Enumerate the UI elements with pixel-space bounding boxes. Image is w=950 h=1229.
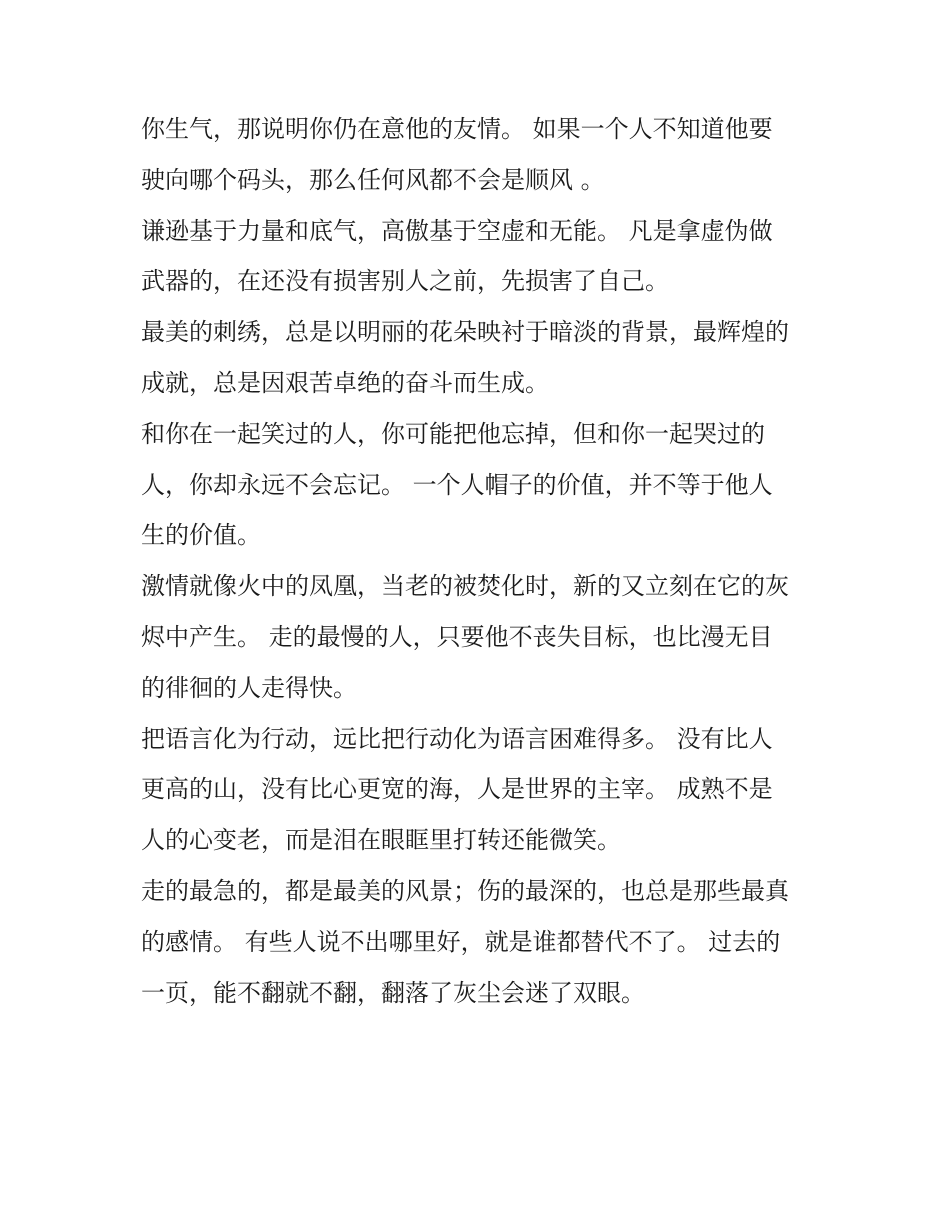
text-line: 烬中产生。 走的最慢的人，只要他不丧失目标，也比漫无目 <box>141 622 773 651</box>
text-line: 和你在一起笑过的人，你可能把他忘掉，但和你一起哭过的 <box>141 419 765 448</box>
text-line: 人，你却永远不会忘记。 一个人帽子的价值，并不等于他人 <box>141 470 773 499</box>
text-line: 的感情。 有些人说不出哪里好，就是谁都替代不了。 过去的 <box>141 927 781 956</box>
text-line: 更高的山，没有比心更宽的海，人是世界的主宰。 成熟不是 <box>141 775 773 804</box>
text-line: 走的最急的，都是最美的风景；伤的最深的，也总是那些最真 <box>141 876 789 905</box>
text-line: 成就，总是因艰苦卓绝的奋斗而生成。 <box>141 368 549 397</box>
body-text <box>141 104 831 1018</box>
text-line: 武器的，在还没有损害别人之前，先损害了自己。 <box>141 267 669 296</box>
text-line: 驶向哪个码头，那么任何风都不会是顺风 。 <box>141 165 605 194</box>
text-line: 激情就像火中的凤凰，当老的被焚化时，新的又立刻在它的灰 <box>141 572 789 601</box>
text-line: 的徘徊的人走得快。 <box>141 673 357 702</box>
text-line: 一页，能不翻就不翻，翻落了灰尘会迷了双眼。 <box>141 978 645 1007</box>
text-line: 你生气，那说明你仍在意他的友情。 如果一个人不知道他要 <box>141 115 773 143</box>
text-line: 把语言化为行动，远比把行动化为语言困难得多。 没有比人 <box>141 724 773 753</box>
text-line: 谦逊基于力量和底气，高傲基于空虚和无能。 凡是拿虚伪做 <box>141 216 773 245</box>
text-line: 生的价值。 <box>141 521 261 550</box>
text-line: 最美的刺绣，总是以明丽的花朵映衬于暗淡的背景，最辉煌的 <box>141 318 789 347</box>
text-line: 人的心变老，而是泪在眼眶里打转还能微笑。 <box>141 826 621 855</box>
